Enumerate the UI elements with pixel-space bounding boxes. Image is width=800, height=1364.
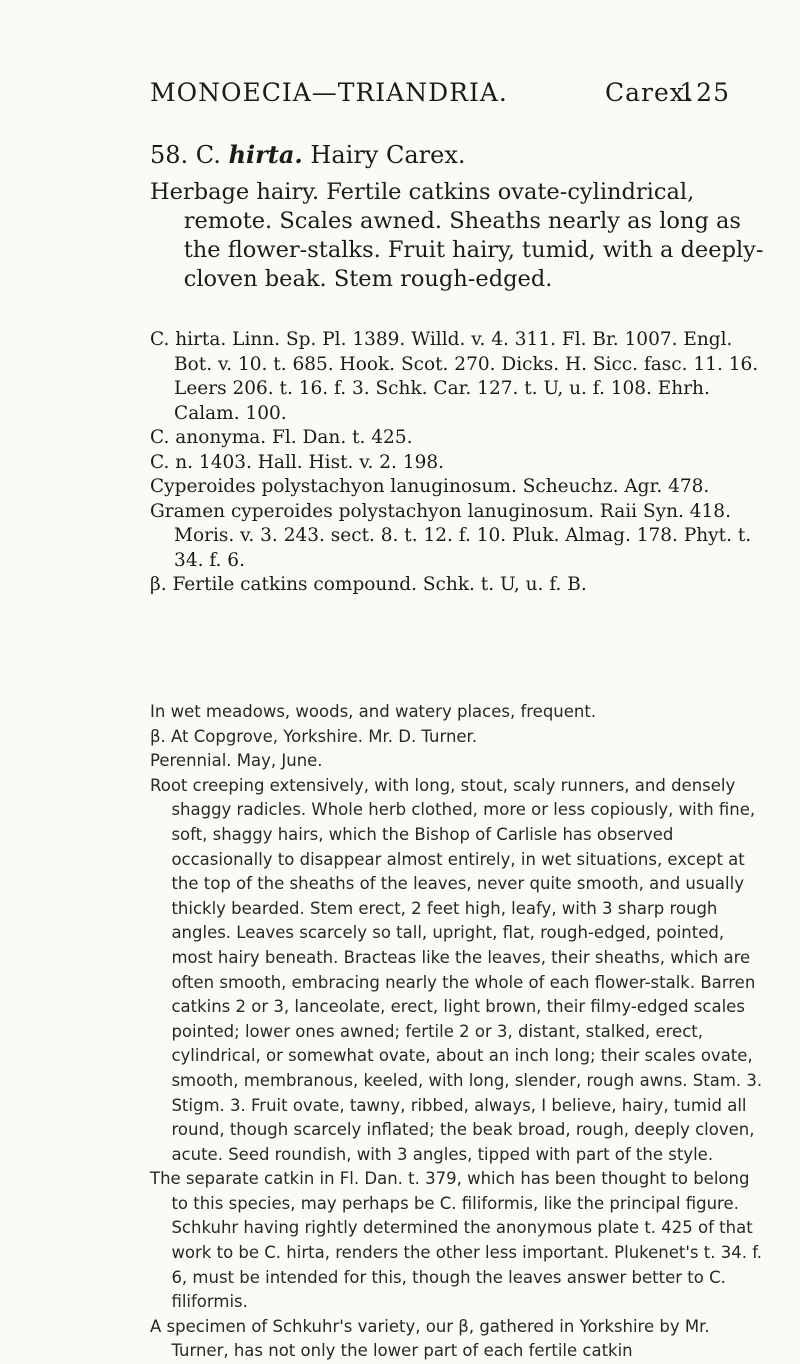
synonym-entry: Gramen cyperoides polystachyon lanuginosum. Raii Syn. 418. Moris. v. 3. 243. sect. 8. t. 12. f. 10. Pluk. Almag. 178. Phyt. t. 34. f. 6. xyxy=(150,500,752,571)
habitat-paragraph: In wet meadows, woods, and watery places, frequent. xyxy=(150,702,597,721)
specimen-paragraph: A specimen of Schkuhr's variety, our β, gathered in Yorkshire by Mr. Turner, has not only the lower part of each fertile catkin xyxy=(150,1316,710,1361)
synonym-entry: C. hirta. Linn. Sp. Pl. 1389. Willd. v. 4. 311. Fl. Br. 1007. Engl. Bot. v. 10. t. 685. Hook. Scot. 270. Dicks. H. Sicc. fasc. 11. 16. Leers 206. t. 16. f. 3. Schk. Car. 127. t. U, u. f. 108. Ehrh. Calam. 100. xyxy=(150,329,759,424)
species-diagnosis: Herbage hairy. Fertile catkins ovate-cylindrical, remote. Scales awned. Sheaths nearly as long as the flower-stalks. Fruit hairy, tumid, with a deeply-cloven beak. Stem rough-edged. xyxy=(150,179,764,292)
synonym-entry: Cyperoides polystachyon lanuginosum. Scheuchz. Agr. 478. xyxy=(150,476,710,497)
variety-locality-paragraph: β. At Copgrove, Yorkshire. Mr. D. Turner. xyxy=(150,726,478,746)
running-head xyxy=(150,78,730,118)
duration-paragraph: Perennial. May, June. xyxy=(150,751,323,771)
synonymy-list xyxy=(150,328,775,598)
synonym-entry: β. Fertile catkins compound. Schk. t. U, u. f. B. xyxy=(150,574,587,595)
description-body xyxy=(150,700,770,1364)
running-head-genus: Carex. xyxy=(605,78,694,107)
remarks-paragraph: The separate catkin in Fl. Dan. t. 379, which has been thought to belong to this species, may perhaps be C. filiformis, like the principal figure. Schkuhr having rightly determined the anonymous plate t. 425 of that work to be C. hirta, renders the other less important. Plukenet's t. 34. f. 6, must be intended for this, though the leaves answer better to C. filiformis. xyxy=(150,1169,763,1312)
species-common-name: Hairy Carex. xyxy=(310,141,466,169)
page-number: 125 xyxy=(679,78,730,107)
running-head-title: MONOECIA—TRIANDRIA. xyxy=(150,78,508,107)
synonym-entry: C. anonyma. Fl. Dan. t. 425. xyxy=(150,427,413,448)
description-paragraph: Root creeping extensively, with long, stout, scaly runners, and densely shaggy radicles. Whole herb clothed, more or less copiously, with fine, soft, shaggy hairs, which the Bishop of Carlisle has observed occasionally to disappear almost entirely, in wet situations, except at the top of the sheaths of the leaves, never quite smooth, and usually thickly bearded. Stem erect, 2 feet high, leafy, with 3 sharp rough angles. Leaves scarcely so tall, upright, flat, rough-edged, pointed, most hairy beneath. Bracteas like the leaves, their sheaths, which are often smooth, embracing nearly the whole of each flower-stalk. Barren catkins 2 or 3, lanceolate, erect, light brown, their filmy-edged scales pointed; lower ones awned; fertile 2 or 3, distant, stalked, erect, cylindrical, or somewhat ovate, about an inch long; their scales ovate, smooth, membranous, keeled, with long, slender, rough awns. Stam. 3. Stigm. 3. Fruit ovate, tawny, ribbed, always, I believe, hairy, tumid all round, though scarcely inflated; the beak broad, rough, deeply cloven, acute. Seed roundish, with 3 angles, tipped with part of the style. xyxy=(150,775,763,1164)
species-number: 58. C. xyxy=(150,141,221,169)
species-heading xyxy=(150,140,466,169)
species-epithet: hirta. xyxy=(228,140,303,169)
synonym-entry: C. n. 1403. Hall. Hist. v. 2. 198. xyxy=(150,451,445,473)
